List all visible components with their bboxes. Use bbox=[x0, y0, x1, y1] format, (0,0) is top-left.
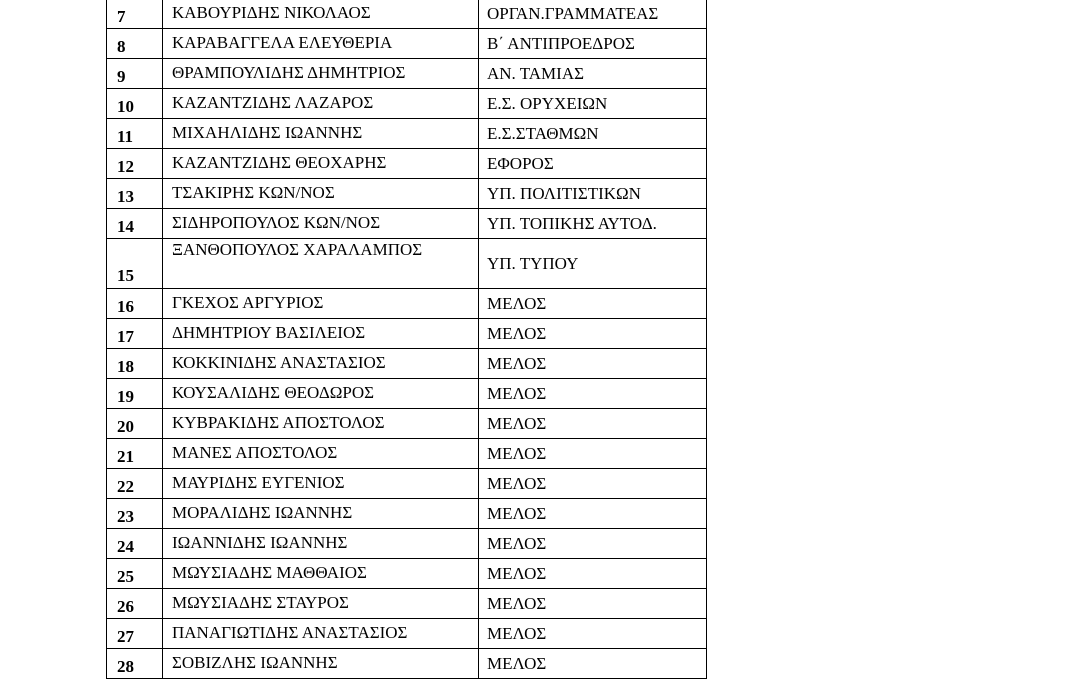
table-row bbox=[107, 649, 707, 679]
table-row bbox=[107, 499, 707, 529]
row-number: 25 bbox=[107, 559, 163, 589]
member-name: ΤΣΑΚΙΡΗΣ ΚΩΝ/ΝΟΣ bbox=[163, 179, 479, 209]
member-role: ΜΕΛΟΣ bbox=[479, 499, 707, 529]
member-role: ΜΕΛΟΣ bbox=[479, 649, 707, 679]
member-role: ΜΕΛΟΣ bbox=[479, 469, 707, 499]
table-row bbox=[107, 29, 707, 59]
member-role: ΜΕΛΟΣ bbox=[479, 409, 707, 439]
member-name: ΠΑΝΑΓΙΩΤΙΔΗΣ ΑΝΑΣΤΑΣΙΟΣ bbox=[163, 619, 479, 649]
table-row bbox=[107, 379, 707, 409]
member-role: ΜΕΛΟΣ bbox=[479, 619, 707, 649]
member-role: ΥΠ. ΤΥΠΟΥ bbox=[479, 239, 707, 289]
row-number: 24 bbox=[107, 529, 163, 559]
member-name: ΙΩΑΝΝΙΔΗΣ ΙΩΑΝΝΗΣ bbox=[163, 529, 479, 559]
row-number: 12 bbox=[107, 149, 163, 179]
row-number: 22 bbox=[107, 469, 163, 499]
member-name: ΜΑΝΕΣ ΑΠΟΣΤΟΛΟΣ bbox=[163, 439, 479, 469]
table-row bbox=[107, 469, 707, 499]
member-role: ΜΕΛΟΣ bbox=[479, 559, 707, 589]
member-role: Ε.Σ.ΣΤΑΘΜΩΝ bbox=[479, 119, 707, 149]
row-number: 18 bbox=[107, 349, 163, 379]
member-name: ΔΗΜΗΤΡΙΟΥ ΒΑΣΙΛΕΙΟΣ bbox=[163, 319, 479, 349]
member-name: ΚΟΥΣΑΛΙΔΗΣ ΘΕΟΔΩΡΟΣ bbox=[163, 379, 479, 409]
member-role: Β΄ ΑΝΤΙΠΡΟΕΔΡΟΣ bbox=[479, 29, 707, 59]
row-number: 21 bbox=[107, 439, 163, 469]
member-name: ΞΑΝΘΟΠΟΥΛΟΣ ΧΑΡΑΛΑΜΠΟΣ bbox=[163, 239, 479, 289]
member-name: ΜΩΥΣΙΑΔΗΣ ΜΑΘΘΑΙΟΣ bbox=[163, 559, 479, 589]
member-name: ΚΟΚΚΙΝΙΔΗΣ ΑΝΑΣΤΑΣΙΟΣ bbox=[163, 349, 479, 379]
member-role: ΜΕΛΟΣ bbox=[479, 289, 707, 319]
member-name: ΚΑΖΑΝΤΖΙΔΗΣ ΘΕΟΧΑΡΗΣ bbox=[163, 149, 479, 179]
row-number: 8 bbox=[107, 29, 163, 59]
row-number: 28 bbox=[107, 649, 163, 679]
member-role: ΜΕΛΟΣ bbox=[479, 439, 707, 469]
table-row bbox=[107, 209, 707, 239]
member-role: ΜΕΛΟΣ bbox=[479, 319, 707, 349]
table-row bbox=[107, 349, 707, 379]
row-number: 10 bbox=[107, 89, 163, 119]
table-row bbox=[107, 439, 707, 469]
members-table bbox=[106, 0, 707, 679]
member-name: ΜΑΥΡΙΔΗΣ ΕΥΓΕΝΙΟΣ bbox=[163, 469, 479, 499]
member-role: ΕΦΟΡΟΣ bbox=[479, 149, 707, 179]
table-row bbox=[107, 619, 707, 649]
member-name: ΚΑΒΟΥΡΙΔΗΣ ΝΙΚΟΛΑΟΣ bbox=[163, 0, 479, 29]
row-number: 9 bbox=[107, 59, 163, 89]
table-row bbox=[107, 559, 707, 589]
row-number: 13 bbox=[107, 179, 163, 209]
table-row bbox=[107, 89, 707, 119]
member-role: ΜΕΛΟΣ bbox=[479, 379, 707, 409]
member-name: ΘΡΑΜΠΟΥΛΙΔΗΣ ΔΗΜΗΤΡΙΟΣ bbox=[163, 59, 479, 89]
row-number: 17 bbox=[107, 319, 163, 349]
member-name: ΜΩΥΣΙΑΔΗΣ ΣΤΑΥΡΟΣ bbox=[163, 589, 479, 619]
row-number: 23 bbox=[107, 499, 163, 529]
member-name: ΓΚΕΧΟΣ ΑΡΓΥΡΙΟΣ bbox=[163, 289, 479, 319]
member-role: ΟΡΓΑΝ.ΓΡΑΜΜΑΤΕΑΣ bbox=[479, 0, 707, 29]
member-role: ΥΠ. ΤΟΠΙΚΗΣ ΑΥΤΟΔ. bbox=[479, 209, 707, 239]
member-role: ΜΕΛΟΣ bbox=[479, 349, 707, 379]
row-number: 15 bbox=[107, 239, 163, 289]
member-name: ΣΟΒΙΖΛΗΣ ΙΩΑΝΝΗΣ bbox=[163, 649, 479, 679]
member-role: ΜΕΛΟΣ bbox=[479, 529, 707, 559]
row-number: 16 bbox=[107, 289, 163, 319]
row-number: 20 bbox=[107, 409, 163, 439]
table-row bbox=[107, 529, 707, 559]
table-row bbox=[107, 319, 707, 349]
table-row bbox=[107, 149, 707, 179]
table-row bbox=[107, 409, 707, 439]
row-number: 27 bbox=[107, 619, 163, 649]
member-role: ΥΠ. ΠΟΛΙΤΙΣΤΙΚΩΝ bbox=[479, 179, 707, 209]
table-row bbox=[107, 239, 707, 289]
member-name: ΚΥΒΡΑΚΙΔΗΣ ΑΠΟΣΤΟΛΟΣ bbox=[163, 409, 479, 439]
row-number: 7 bbox=[107, 0, 163, 29]
member-role: ΑΝ. ΤΑΜΙΑΣ bbox=[479, 59, 707, 89]
row-number: 11 bbox=[107, 119, 163, 149]
row-number: 14 bbox=[107, 209, 163, 239]
member-name: ΚΑΖΑΝΤΖΙΔΗΣ ΛΑΖΑΡΟΣ bbox=[163, 89, 479, 119]
table-row bbox=[107, 179, 707, 209]
table-row bbox=[107, 289, 707, 319]
member-name: ΜΟΡΑΛΙΔΗΣ ΙΩΑΝΝΗΣ bbox=[163, 499, 479, 529]
member-role: ΜΕΛΟΣ bbox=[479, 589, 707, 619]
table-row bbox=[107, 119, 707, 149]
member-name: ΚΑΡΑΒΑΓΓΕΛΑ ΕΛΕΥΘΕΡΙΑ bbox=[163, 29, 479, 59]
table-row bbox=[107, 59, 707, 89]
member-name: ΣΙΔΗΡΟΠΟΥΛΟΣ ΚΩΝ/ΝΟΣ bbox=[163, 209, 479, 239]
table-row bbox=[107, 589, 707, 619]
table-row bbox=[107, 0, 707, 29]
member-role: Ε.Σ. ΟΡΥΧΕΙΩΝ bbox=[479, 89, 707, 119]
row-number: 19 bbox=[107, 379, 163, 409]
member-name: ΜΙΧΑΗΛΙΔΗΣ ΙΩΑΝΝΗΣ bbox=[163, 119, 479, 149]
row-number: 26 bbox=[107, 589, 163, 619]
